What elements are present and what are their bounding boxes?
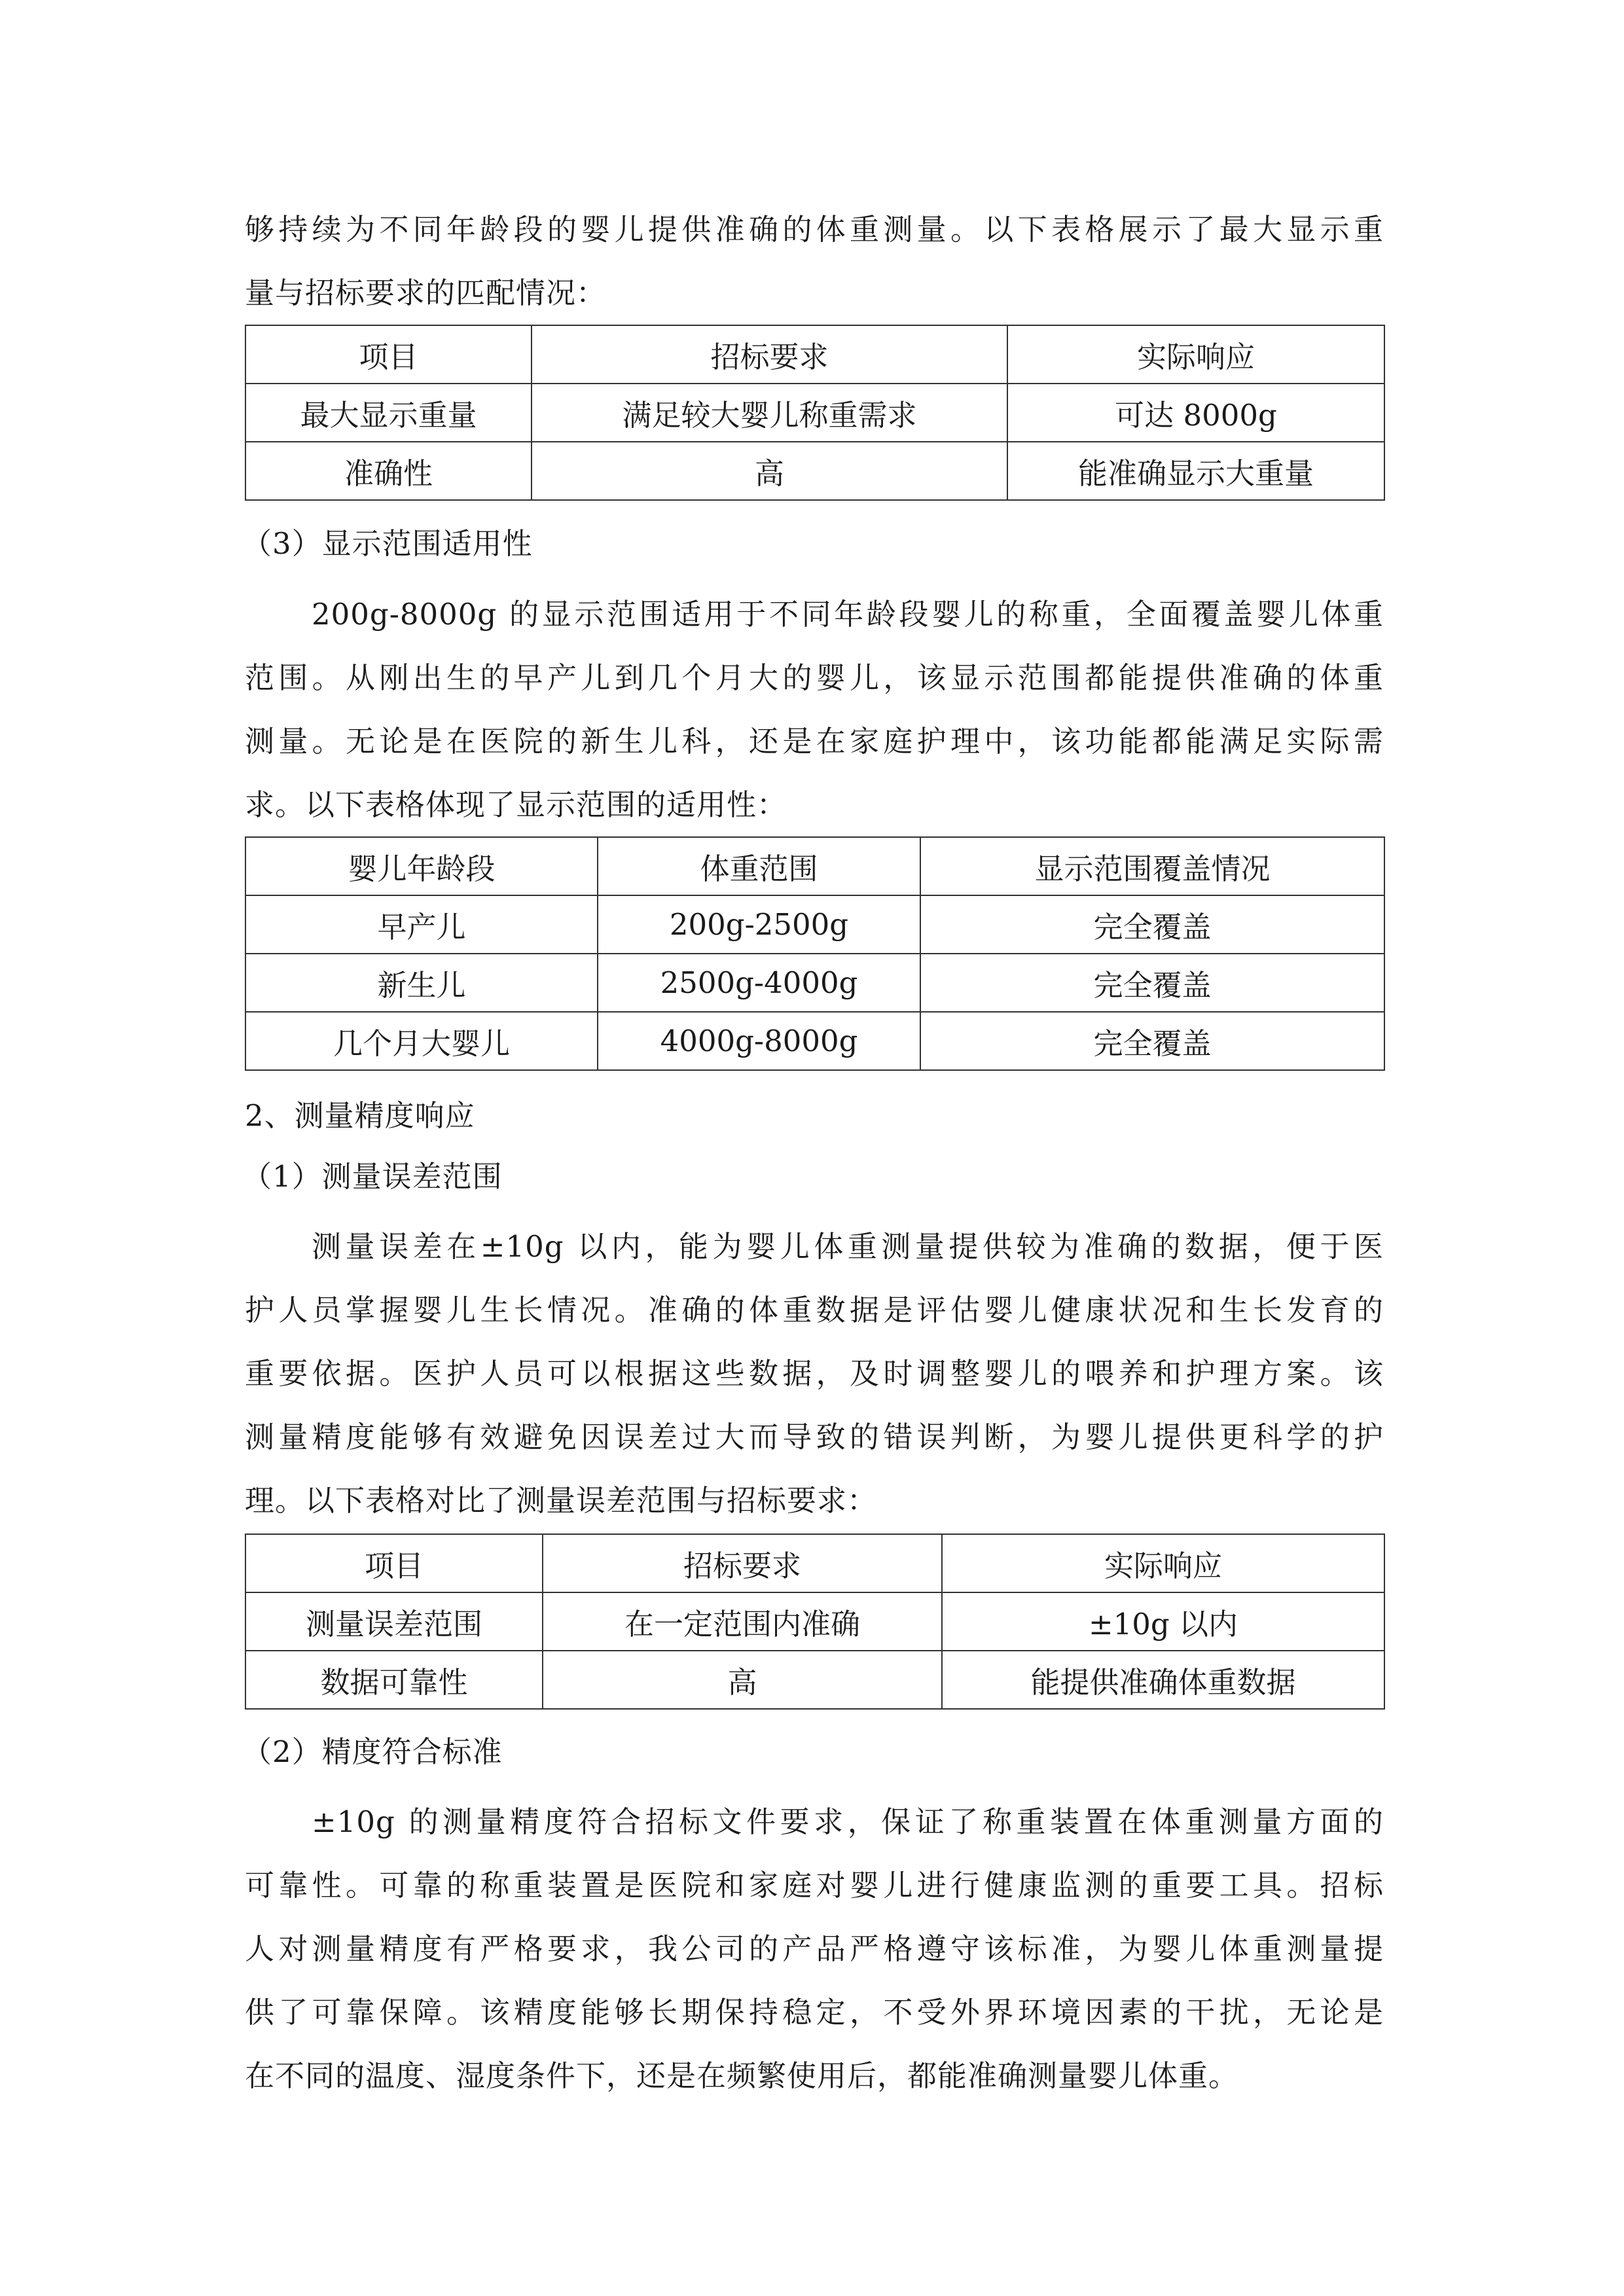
table-cell: 完全覆盖: [920, 895, 1384, 954]
table-header-cell: 婴儿年龄段: [245, 837, 598, 895]
table-header-cell: 实际响应: [942, 1534, 1384, 1592]
table-header-row: [245, 1534, 1384, 1592]
table-header-cell: 项目: [245, 325, 532, 384]
paragraph-line: 求。以下表格体现了显示范围的适用性：: [245, 787, 787, 822]
table-cell: 测量误差范围: [245, 1592, 543, 1651]
subsection-heading: （3）显示范围适用性: [242, 526, 533, 561]
table-cell: 在一定范围内准确: [543, 1592, 942, 1651]
paragraph-line: 理。以下表格对比了测量误差范围与招标要求：: [245, 1483, 878, 1518]
table-row: [245, 442, 1384, 500]
paragraph-line: 范围。从刚出生的早产儿到几个月大的婴儿，该显示范围都能提供准确的体重: [245, 660, 1384, 695]
paragraph-line: 200g-8000g 的显示范围适用于不同年龄段婴儿的称重，全面覆盖婴儿体重: [312, 597, 1384, 632]
table-max-weight: [245, 325, 1385, 501]
paragraph-line: 护人员掌握婴儿生长情况。准确的体重数据是评估婴儿健康状况和生长发育的: [245, 1293, 1384, 1327]
paragraph-line: 重要依据。医护人员可以根据这些数据，及时调整婴儿的喂养和护理方案。该: [245, 1356, 1384, 1391]
paragraph-line: 可靠性。可靠的称重装置是医院和家庭对婴儿进行健康监测的重要工具。招标: [245, 1868, 1384, 1903]
paragraph-line: 测量。无论是在医院的新生儿科，还是在家庭护理中，该功能都能满足实际需: [245, 724, 1384, 759]
table-row: [245, 1651, 1384, 1709]
paragraph-line: 供了可靠保障。该精度能够长期保持稳定，不受外界环境因素的干扰，无论是: [245, 1995, 1384, 2030]
table-header-cell: 实际响应: [1007, 325, 1384, 384]
table-cell: ±10g 以内: [942, 1592, 1384, 1651]
paragraph-line: 够持续为不同年龄段的婴儿提供准确的体重测量。以下表格展示了最大显示重: [245, 212, 1384, 247]
table-header-row: [245, 837, 1384, 895]
table-measurement-error: [245, 1534, 1385, 1710]
table-cell: 几个月大婴儿: [245, 1012, 598, 1070]
paragraph-line: 量与招标要求的匹配情况：: [245, 276, 607, 310]
table-cell: 高: [543, 1651, 942, 1709]
table-header-row: [245, 325, 1384, 384]
table-cell: 满足较大婴儿称重需求: [532, 384, 1007, 442]
table-cell: 新生儿: [245, 954, 598, 1012]
table-header-cell: 招标要求: [532, 325, 1007, 384]
table-header-cell: 显示范围覆盖情况: [920, 837, 1384, 895]
paragraph-line: 人对测量精度有严格要求，我公司的产品严格遵守该标准，为婴儿体重测量提: [245, 1931, 1384, 1966]
table-cell: 可达 8000g: [1007, 384, 1384, 442]
paragraph-line: 测量精度能够有效避免因误差过大而导致的错误判断，为婴儿提供更科学的护: [245, 1420, 1384, 1454]
table-cell: 200g-2500g: [598, 895, 920, 954]
table-cell: 2500g-4000g: [598, 954, 920, 1012]
table-cell: 能准确显示大重量: [1007, 442, 1384, 500]
table-cell: 最大显示重量: [245, 384, 532, 442]
table-header-cell: 体重范围: [598, 837, 920, 895]
table-header-cell: 项目: [245, 1534, 543, 1592]
subsection-heading: （2）精度符合标准: [242, 1734, 503, 1769]
table-cell: 完全覆盖: [920, 1012, 1384, 1070]
table-row: [245, 1592, 1384, 1651]
table-cell: 准确性: [245, 442, 532, 500]
table-cell: 能提供准确体重数据: [942, 1651, 1384, 1709]
table-row: [245, 1012, 1384, 1070]
table-cell: 高: [532, 442, 1007, 500]
table-cell: 数据可靠性: [245, 1651, 543, 1709]
table-cell: 完全覆盖: [920, 954, 1384, 1012]
table-cell: 4000g-8000g: [598, 1012, 920, 1070]
table-display-range: [245, 836, 1385, 1071]
table-cell: 早产儿: [245, 895, 598, 954]
table-row: [245, 954, 1384, 1012]
paragraph-line: 在不同的温度、湿度条件下，还是在频繁使用后，都能准确测量婴儿体重。: [245, 2058, 1239, 2093]
paragraph-line: ±10g 的测量精度符合招标文件要求，保证了称重装置在体重测量方面的: [312, 1804, 1384, 1839]
table-row: [245, 384, 1384, 442]
table-row: [245, 895, 1384, 954]
paragraph-line: 测量误差在±10g 以内，能为婴儿体重测量提供较为准确的数据，便于医: [312, 1229, 1384, 1264]
section-heading: 2、测量精度响应: [245, 1098, 475, 1133]
subsection-heading: （1）测量误差范围: [242, 1159, 503, 1194]
table-header-cell: 招标要求: [543, 1534, 942, 1592]
